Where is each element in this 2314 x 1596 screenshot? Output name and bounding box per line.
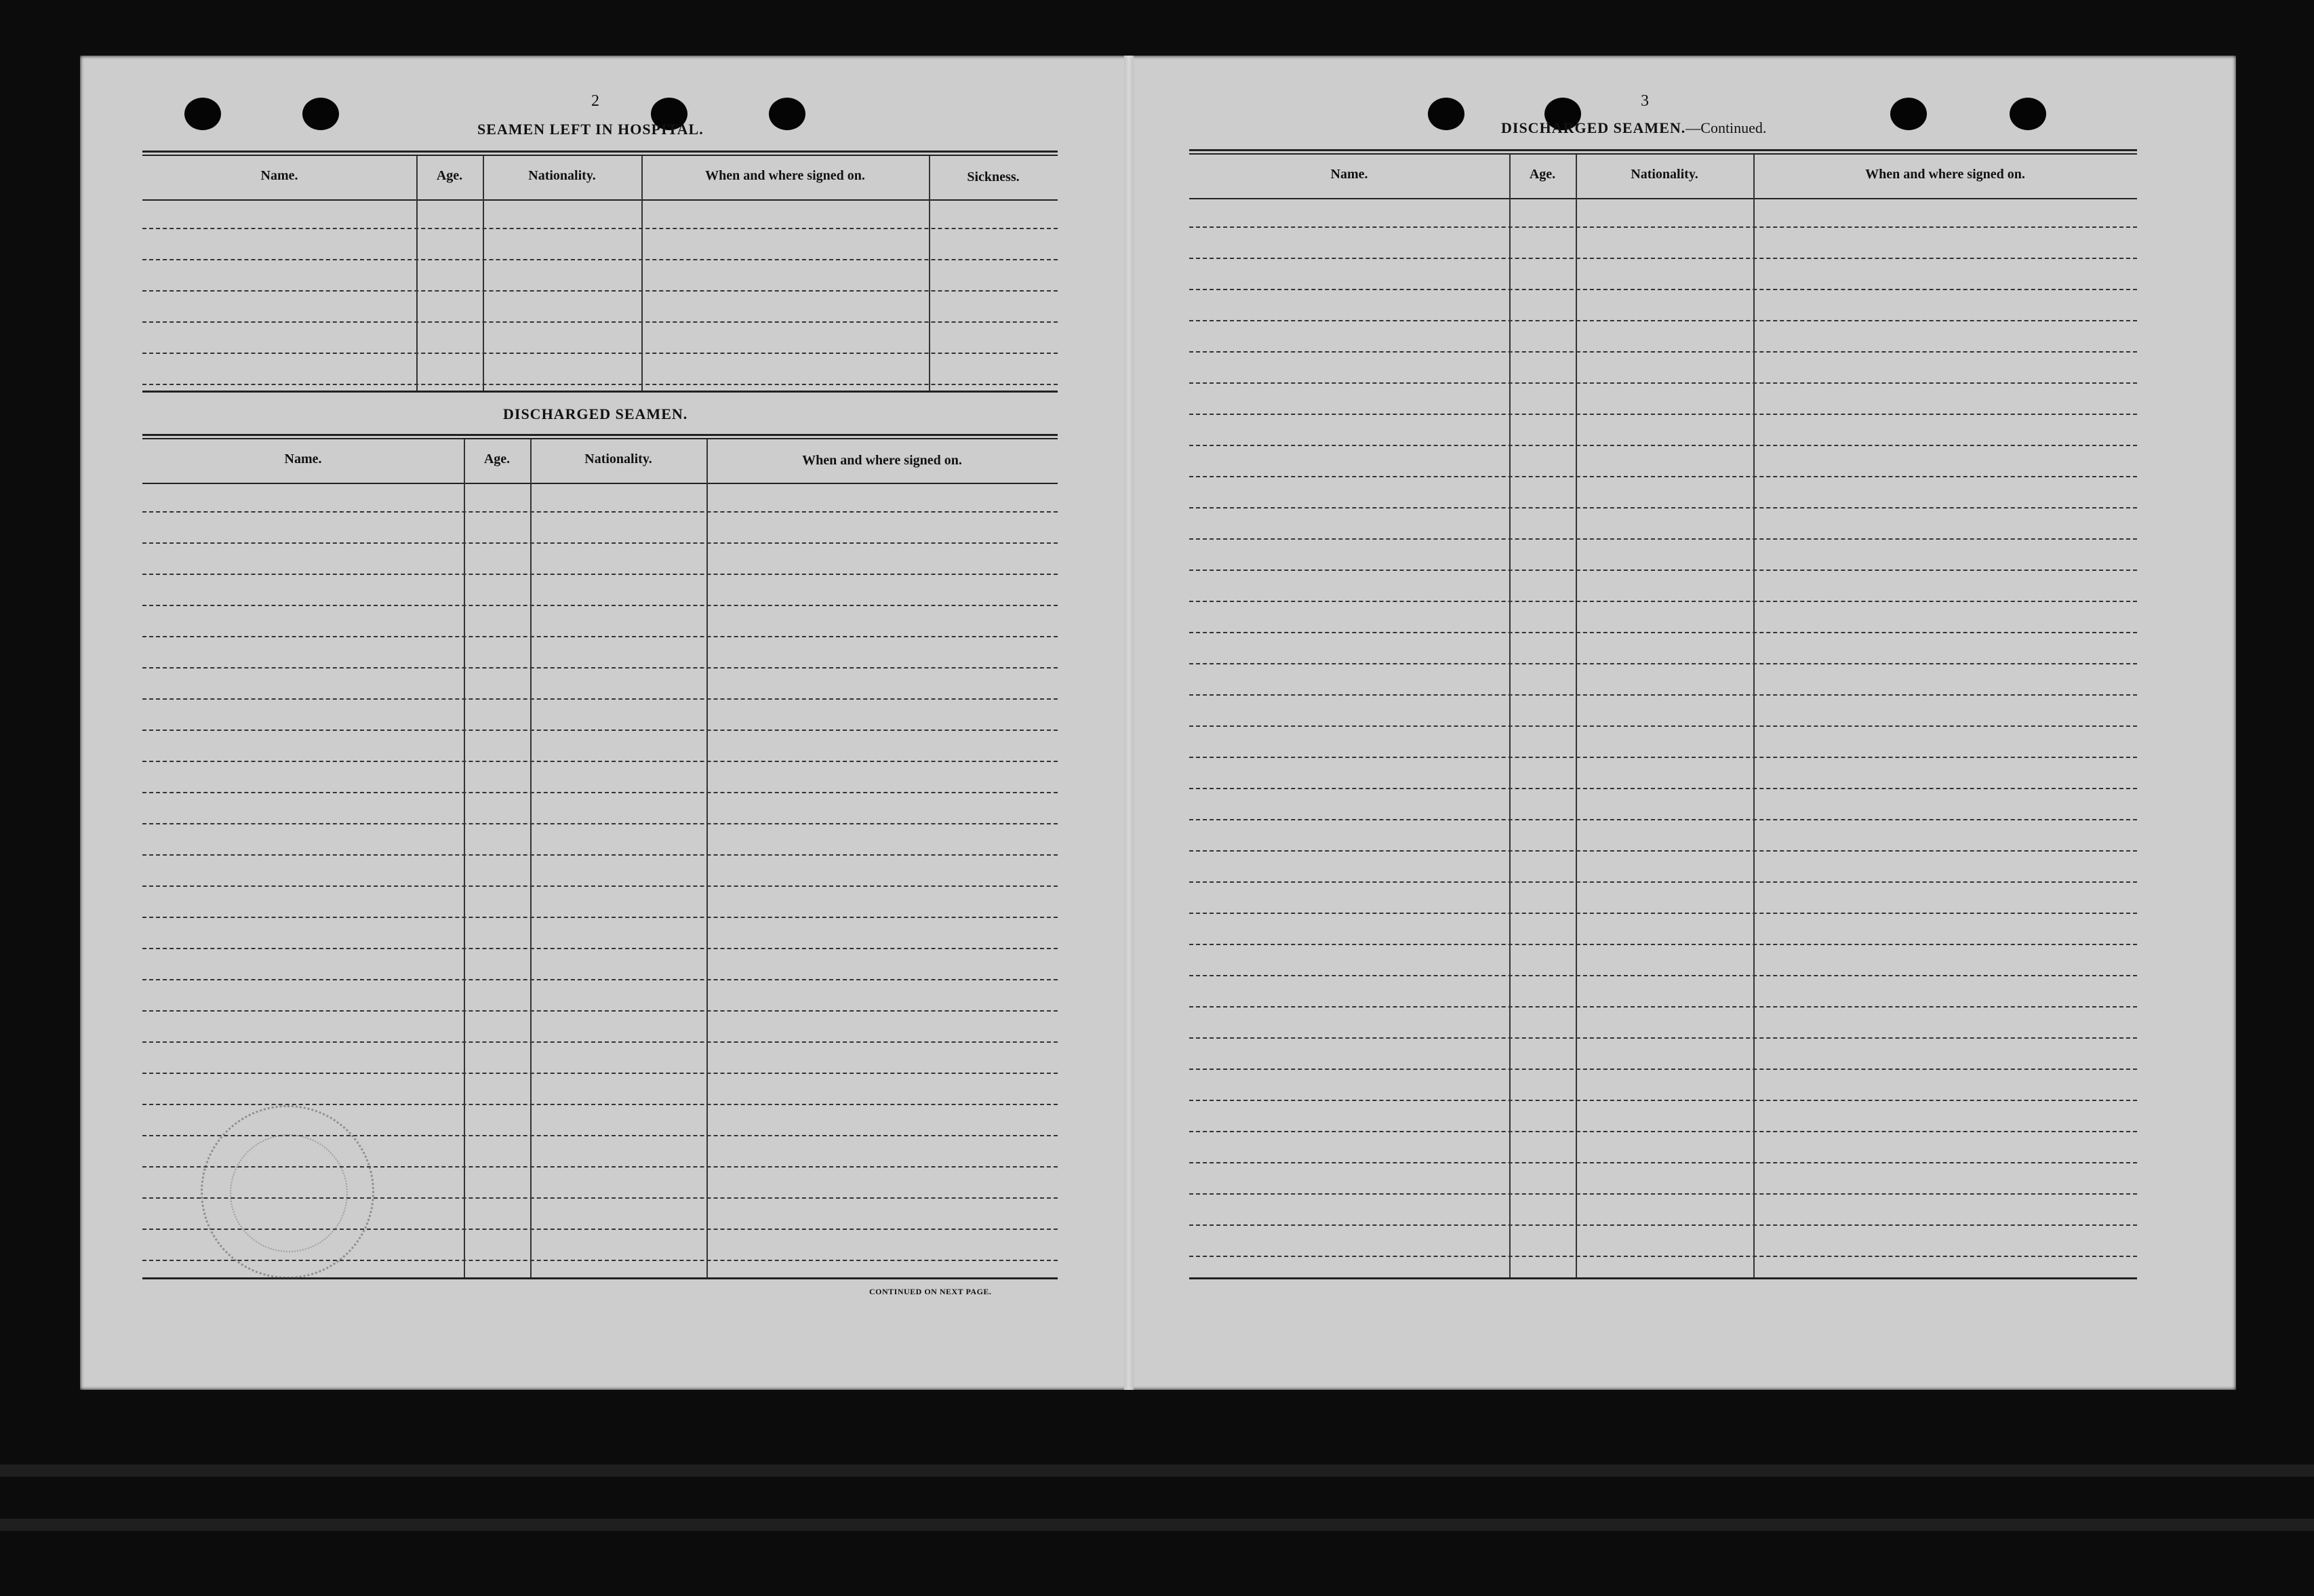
ruled-row-line	[1189, 1256, 2137, 1257]
ruled-row-line	[1189, 850, 2137, 852]
right-header-rule	[1189, 198, 2137, 199]
discharged-section-title: DISCHARGED SEAMEN.	[503, 405, 688, 422]
ruled-row-line	[1189, 507, 2137, 508]
discharged-col-divider	[706, 439, 708, 1277]
ruled-row-line	[1189, 476, 2137, 477]
discharged-col-name: Name.	[284, 452, 322, 466]
ruled-row-line	[1189, 1131, 2137, 1132]
official-stamp	[201, 1105, 374, 1279]
ruled-row-line	[1189, 1006, 2137, 1008]
ruled-row-line	[142, 228, 1058, 229]
ruled-row-line	[1189, 944, 2137, 945]
ruled-row-line	[1189, 819, 2137, 820]
hospital-col-signed-on: When and where signed on.	[705, 168, 865, 183]
ruled-row-line	[1189, 351, 2137, 353]
hospital-col-name: Name.	[260, 168, 298, 183]
ruled-row-line	[142, 823, 1058, 824]
ruled-row-line	[1189, 757, 2137, 758]
film-edge-bottom-2	[0, 1519, 2314, 1531]
ruled-row-line	[1189, 445, 2137, 446]
ruled-row-line	[142, 698, 1058, 700]
ruled-row-line	[142, 761, 1058, 762]
ruled-row-line	[1189, 725, 2137, 727]
ruled-row-line	[142, 1073, 1058, 1074]
discharged-col-divider	[464, 439, 465, 1277]
hospital-table-top-rule-2	[142, 155, 1058, 156]
page-number-left: 2	[591, 92, 599, 110]
ruled-row-line	[142, 290, 1058, 292]
ledger-sheet	[80, 56, 2236, 1390]
ruled-row-line	[142, 511, 1058, 513]
continued-title-suffix: —Continued.	[1685, 119, 1767, 136]
page-fold	[1124, 56, 1134, 1390]
hospital-col-divider	[641, 156, 643, 391]
ruled-row-line	[1189, 226, 2137, 228]
ruled-row-line	[142, 384, 1058, 385]
ruled-row-line	[1189, 601, 2137, 602]
ruled-row-line	[1189, 414, 2137, 415]
ruled-row-line	[142, 605, 1058, 606]
right-col-divider	[1509, 155, 1511, 1277]
continued-title-main: DISCHARGED SEAMEN.	[1501, 119, 1686, 136]
ruled-row-line	[1189, 881, 2137, 883]
punch-hole	[302, 98, 339, 130]
discharged-col-age: Age.	[483, 452, 511, 466]
ruled-row-line	[142, 979, 1058, 980]
ruled-row-line	[142, 259, 1058, 260]
ruled-row-line	[142, 636, 1058, 637]
ruled-row-line	[1189, 1224, 2137, 1226]
hospital-header-rule	[142, 199, 1058, 201]
hospital-col-sickness: Sickness.	[967, 169, 1020, 184]
ruled-row-line	[1189, 258, 2137, 259]
hospital-col-divider	[416, 156, 418, 391]
right-col-nationality: Nationality.	[1631, 167, 1698, 182]
hospital-col-divider	[483, 156, 484, 391]
ruled-row-line	[142, 667, 1058, 669]
ruled-row-line	[1189, 913, 2137, 914]
ruled-row-line	[142, 917, 1058, 918]
ruled-row-line	[142, 1010, 1058, 1012]
ruled-row-line	[1189, 1100, 2137, 1101]
right-col-divider	[1753, 155, 1755, 1277]
ruled-row-line	[142, 574, 1058, 575]
right-table-top-rule-2	[1189, 153, 2137, 155]
ruled-row-line	[142, 948, 1058, 949]
discharged-table-top-rule	[142, 434, 1058, 436]
ruled-row-line	[1189, 1037, 2137, 1039]
hospital-col-divider	[929, 156, 930, 391]
ruled-row-line	[142, 321, 1058, 323]
hospital-col-age: Age.	[436, 168, 463, 183]
ruled-row-line	[142, 730, 1058, 731]
punch-hole	[184, 98, 221, 130]
hospital-table-bottom-rule	[142, 391, 1058, 393]
right-col-signed-on: When and where signed on.	[1865, 167, 2025, 182]
ruled-row-line	[142, 792, 1058, 793]
right-table-top-rule	[1189, 149, 2137, 151]
hospital-section-title: SEAMEN LEFT IN HOSPITAL.	[477, 121, 704, 138]
hospital-table-top-rule	[142, 151, 1058, 153]
discharged-col-signed-on: When and where signed on.	[802, 453, 962, 468]
ruled-row-line	[142, 1041, 1058, 1043]
continued-section-title	[1501, 119, 1766, 137]
ruled-row-line	[1189, 1193, 2137, 1195]
ruled-row-line	[1189, 632, 2137, 633]
right-col-divider	[1576, 155, 1577, 1277]
discharged-col-divider	[530, 439, 532, 1277]
ruled-row-line	[1189, 1162, 2137, 1163]
right-col-age: Age.	[1529, 167, 1556, 182]
ruled-row-line	[1189, 570, 2137, 571]
hospital-col-nationality: Nationality.	[528, 168, 596, 183]
discharged-table-top-rule-2	[142, 438, 1058, 439]
ruled-row-line	[1189, 975, 2137, 976]
ruled-row-line	[1189, 538, 2137, 540]
ruled-row-line	[1189, 788, 2137, 789]
ruled-row-line	[1189, 320, 2137, 321]
right-table-bottom-rule	[1189, 1277, 2137, 1279]
punch-hole	[1428, 98, 1464, 130]
ruled-row-line	[1189, 694, 2137, 696]
ruled-row-line	[142, 353, 1058, 354]
punch-hole	[2010, 98, 2046, 130]
punch-hole	[1890, 98, 1927, 130]
discharged-header-rule	[142, 483, 1058, 484]
ruled-row-line	[142, 885, 1058, 887]
ruled-row-line	[1189, 289, 2137, 290]
ruled-row-line	[142, 854, 1058, 856]
continued-footnote: CONTINUED ON NEXT PAGE.	[869, 1287, 992, 1296]
film-edge-bottom	[0, 1464, 2314, 1477]
page-number-right: 3	[1641, 92, 1649, 110]
discharged-col-nationality: Nationality.	[584, 452, 652, 466]
right-col-name: Name.	[1330, 167, 1368, 182]
punch-hole	[769, 98, 805, 130]
ruled-row-line	[1189, 1069, 2137, 1070]
ruled-row-line	[1189, 382, 2137, 384]
ruled-row-line	[142, 542, 1058, 544]
ruled-row-line	[1189, 663, 2137, 664]
